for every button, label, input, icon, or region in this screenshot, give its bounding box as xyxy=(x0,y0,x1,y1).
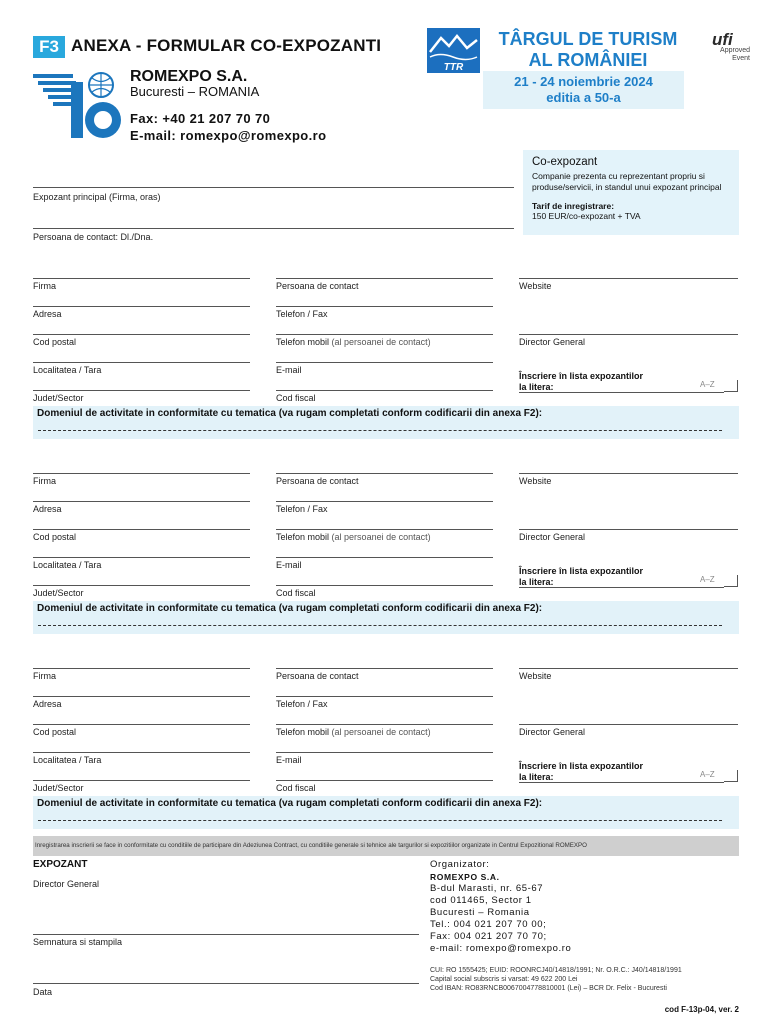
telefon-fax-label: Telefon / Fax xyxy=(276,504,328,514)
domeniu-label: Domeniul de activitate in conformitate cu tematica (va rugam completati conform codificarii din anexa F2): xyxy=(37,603,543,614)
contact-person-label: Persoana de contact xyxy=(276,281,359,291)
localitate-label: Localitatea / Tara xyxy=(33,560,102,570)
telefon-mobil-text: Telefon mobil xyxy=(276,337,330,347)
form-code-badge: F3 xyxy=(33,36,65,58)
form-reference: cod F-13p-04, ver. 2 xyxy=(664,1005,739,1014)
capital-info: Capital social subscris si varsat: 49 622 200 Lei xyxy=(430,976,578,983)
organizer-tel: Tel.: 004 021 207 70 00; xyxy=(430,919,547,930)
adresa-field-2[interactable] xyxy=(33,501,250,502)
cod-fiscal-label: Cod fiscal xyxy=(276,783,316,793)
inscriere-line2: la litera: xyxy=(519,577,554,587)
inscriere-line1: Înscriere în lista expozantilor xyxy=(519,566,644,576)
telefon-mobil-label xyxy=(276,532,431,542)
firma-label: Firma xyxy=(33,281,56,291)
telefon-mobil-label xyxy=(276,337,431,347)
domeniu-label: Domeniul de activitate in conformitate cu tematica (va rugam completati conform codificarii din anexa F2): xyxy=(37,408,543,419)
letter-input-3[interactable] xyxy=(724,770,738,782)
ufi-logo-text: ufi xyxy=(712,30,733,49)
telefon-fax-field-3[interactable] xyxy=(276,696,493,697)
director-field-1[interactable] xyxy=(519,334,738,335)
romexpo-logo-icon xyxy=(33,72,123,140)
director-label: Director General xyxy=(519,337,586,347)
email-label: E-mail xyxy=(276,755,302,765)
telefon-mobil-label xyxy=(276,727,431,737)
organizer-address1: B-dul Marasti, nr. 65-67 xyxy=(430,883,544,894)
date-label: Data xyxy=(33,987,53,997)
fair-dates: 21 - 24 noiembrie 2024 xyxy=(514,74,653,89)
telefon-mobil-text: Telefon mobil xyxy=(276,727,330,737)
telefon-mobil-field-2[interactable] xyxy=(276,529,493,530)
inscriere-label xyxy=(519,566,643,588)
cui-info: CUI: RO 1555425; EUID: ROONRCJ40/14818/1991; Nr. O.R.C.: J40/14818/1991 xyxy=(430,967,682,974)
firma-field-1[interactable] xyxy=(33,278,250,279)
cod-fiscal-field-3[interactable] xyxy=(276,780,493,781)
localitate-label: Localitatea / Tara xyxy=(33,365,102,375)
fair-title-line2: AL ROMÂNIEI xyxy=(528,50,648,70)
contact-label: Persoana de contact: Dl./Dna. xyxy=(33,232,154,242)
domeniu-field-2[interactable] xyxy=(38,625,722,626)
cod-postal-label: Cod postal xyxy=(33,337,77,347)
organizer-email: e-mail: romexpo@romexpo.ro xyxy=(430,943,572,954)
director-label: Director General xyxy=(519,727,586,737)
cod-fiscal-label: Cod fiscal xyxy=(276,393,316,403)
domeniu-box-2 xyxy=(33,601,739,634)
domeniu-field-3[interactable] xyxy=(38,820,722,821)
inscriere-label xyxy=(519,761,643,783)
ufi-logo-icon xyxy=(700,30,750,64)
form-title: ANEXA - FORMULAR CO-EXPOZANTI xyxy=(71,36,382,55)
organizer-name: ROMEXPO S.A. xyxy=(430,872,500,882)
telefon-mobil-note: (al persoanei de contact) xyxy=(331,337,431,347)
inscriere-label xyxy=(519,371,643,393)
localitate-field-2[interactable] xyxy=(33,557,250,558)
company-fax: Fax: +40 21 207 70 70 xyxy=(130,111,271,126)
organizer-label: Organizator: xyxy=(430,859,490,870)
website-field-2[interactable] xyxy=(519,473,738,474)
domeniu-field-1[interactable] xyxy=(38,430,722,431)
letter-input-1[interactable] xyxy=(724,380,738,392)
judet-field-2[interactable] xyxy=(33,585,250,586)
fair-date-box xyxy=(483,71,684,109)
email-field-1[interactable] xyxy=(276,362,493,363)
company-name: ROMEXPO S.A. xyxy=(130,68,248,85)
coexpozant-description: Companie prezenta cu reprezentant propriu si produse/servicii, in standul unui expozant principal xyxy=(532,171,722,192)
az-hint: A–Z xyxy=(700,380,715,389)
cod-postal-label: Cod postal xyxy=(33,727,77,737)
fair-edition: editia a 50-a xyxy=(546,90,621,105)
website-label: Website xyxy=(519,671,552,681)
judet-label: Judet/Sector xyxy=(33,783,84,793)
telefon-fax-field-1[interactable] xyxy=(276,306,493,307)
cod-postal-field-1[interactable] xyxy=(33,334,250,335)
firma-label: Firma xyxy=(33,671,56,681)
adresa-label: Adresa xyxy=(33,504,62,514)
telefon-mobil-note: (al persoanei de contact) xyxy=(331,532,431,542)
organizer-address3: Bucuresti – Romania xyxy=(430,907,530,918)
judet-label: Judet/Sector xyxy=(33,588,84,598)
telefon-mobil-field-1[interactable] xyxy=(276,334,493,335)
firma-label: Firma xyxy=(33,476,56,486)
ufi-event: Event xyxy=(732,55,750,62)
principal-field[interactable] xyxy=(33,187,514,188)
inscriere-line1: Înscriere în lista expozantilor xyxy=(519,371,644,381)
director-field-3[interactable] xyxy=(519,724,738,725)
telefon-mobil-text: Telefon mobil xyxy=(276,532,330,542)
principal-label: Expozant principal (Firma, oras) xyxy=(33,192,161,202)
registration-notice: Inregistrarea inscrierii se face in conformitate cu conditiile de participare din Adeziunea Contract, cu conditiile generale si tehnice ale targurilor si expozitiilor organizate in Centrul Expozitional ROMEXPO xyxy=(33,836,739,856)
adresa-field-1[interactable] xyxy=(33,306,250,307)
date-field[interactable] xyxy=(33,983,419,984)
expozant-title: EXPOZANT xyxy=(33,859,88,870)
localitate-label: Localitatea / Tara xyxy=(33,755,102,765)
domeniu-box-3 xyxy=(33,796,739,829)
domeniu-box-1 xyxy=(33,406,739,439)
coexpozant-title: Co-expozant xyxy=(532,156,598,168)
tarif-label: Tarif de inregistrare: xyxy=(532,201,615,211)
localitate-field-1[interactable] xyxy=(33,362,250,363)
contact-person-field-1[interactable] xyxy=(276,278,493,279)
contact-person-label: Persoana de contact xyxy=(276,476,359,486)
adresa-field-3[interactable] xyxy=(33,696,250,697)
adresa-label: Adresa xyxy=(33,699,62,709)
judet-label: Judet/Sector xyxy=(33,393,84,403)
director-label: Director General xyxy=(519,532,586,542)
domeniu-label: Domeniul de activitate in conformitate cu tematica (va rugam completati conform codificarii din anexa F2): xyxy=(37,798,543,809)
az-hint: A–Z xyxy=(700,575,715,584)
cod-postal-label: Cod postal xyxy=(33,532,77,542)
firma-field-2[interactable] xyxy=(33,473,250,474)
inscriere-line-3 xyxy=(519,782,724,783)
cod-postal-field-2[interactable] xyxy=(33,529,250,530)
telefon-mobil-note: (al persoanei de contact) xyxy=(331,727,431,737)
localitate-field-3[interactable] xyxy=(33,752,250,753)
legal-info xyxy=(430,966,682,993)
judet-field-3[interactable] xyxy=(33,780,250,781)
cod-fiscal-label: Cod fiscal xyxy=(276,588,316,598)
website-field-1[interactable] xyxy=(519,278,738,279)
inscriere-line-1 xyxy=(519,392,724,393)
contact-person-field-2[interactable] xyxy=(276,473,493,474)
telefon-fax-label: Telefon / Fax xyxy=(276,309,328,319)
director-field-2[interactable] xyxy=(519,529,738,530)
fair-title-line1: TÂRGUL DE TURISM xyxy=(498,29,678,49)
firma-field-3[interactable] xyxy=(33,668,250,669)
az-hint: A–Z xyxy=(700,770,715,779)
signature-label: Semnatura si stampila xyxy=(33,937,123,947)
company-city: Bucuresti – ROMANIA xyxy=(130,84,260,99)
director-general-label: Director General xyxy=(33,879,100,889)
company-email: E-mail: romexpo@romexpo.ro xyxy=(130,128,327,143)
email-label: E-mail xyxy=(276,365,302,375)
contact-person-label: Persoana de contact xyxy=(276,671,359,681)
organizer-address2: cod 011465, Sector 1 xyxy=(430,895,532,906)
cod-fiscal-field-2[interactable] xyxy=(276,585,493,586)
organizer-block xyxy=(430,859,571,955)
signature-field[interactable] xyxy=(33,934,419,935)
cod-postal-field-3[interactable] xyxy=(33,724,250,725)
website-label: Website xyxy=(519,476,552,486)
email-label: E-mail xyxy=(276,560,302,570)
inscriere-line2: la litera: xyxy=(519,772,554,782)
organizer-fax: Fax: 004 021 207 70 70; xyxy=(430,931,547,942)
ttr-logo-icon xyxy=(427,28,480,73)
telefon-fax-field-2[interactable] xyxy=(276,501,493,502)
letter-input-2[interactable] xyxy=(724,575,738,587)
coexpozant-info-box xyxy=(523,150,739,235)
telefon-fax-label: Telefon / Fax xyxy=(276,699,328,709)
ufi-approved: Approved xyxy=(720,47,750,54)
ttr-logo-text: TTR xyxy=(443,62,464,73)
contact-person-field-3[interactable] xyxy=(276,668,493,669)
inscriere-line1: Înscriere în lista expozantilor xyxy=(519,761,644,771)
cod-fiscal-field-1[interactable] xyxy=(276,390,493,391)
adresa-label: Adresa xyxy=(33,309,62,319)
inscriere-line-2 xyxy=(519,587,724,588)
tarif-value: 150 EUR/co-expozant + TVA xyxy=(532,211,641,221)
website-label: Website xyxy=(519,281,552,291)
iban-info: Cod IBAN: RO83RNCB0067004778810001 (Lei) – BCR Dr. Felix - Bucuresti xyxy=(430,985,667,992)
email-field-3[interactable] xyxy=(276,752,493,753)
contact-field[interactable] xyxy=(33,228,514,229)
website-field-3[interactable] xyxy=(519,668,738,669)
judet-field-1[interactable] xyxy=(33,390,250,391)
inscriere-line2: la litera: xyxy=(519,382,554,392)
telefon-mobil-field-3[interactable] xyxy=(276,724,493,725)
email-field-2[interactable] xyxy=(276,557,493,558)
